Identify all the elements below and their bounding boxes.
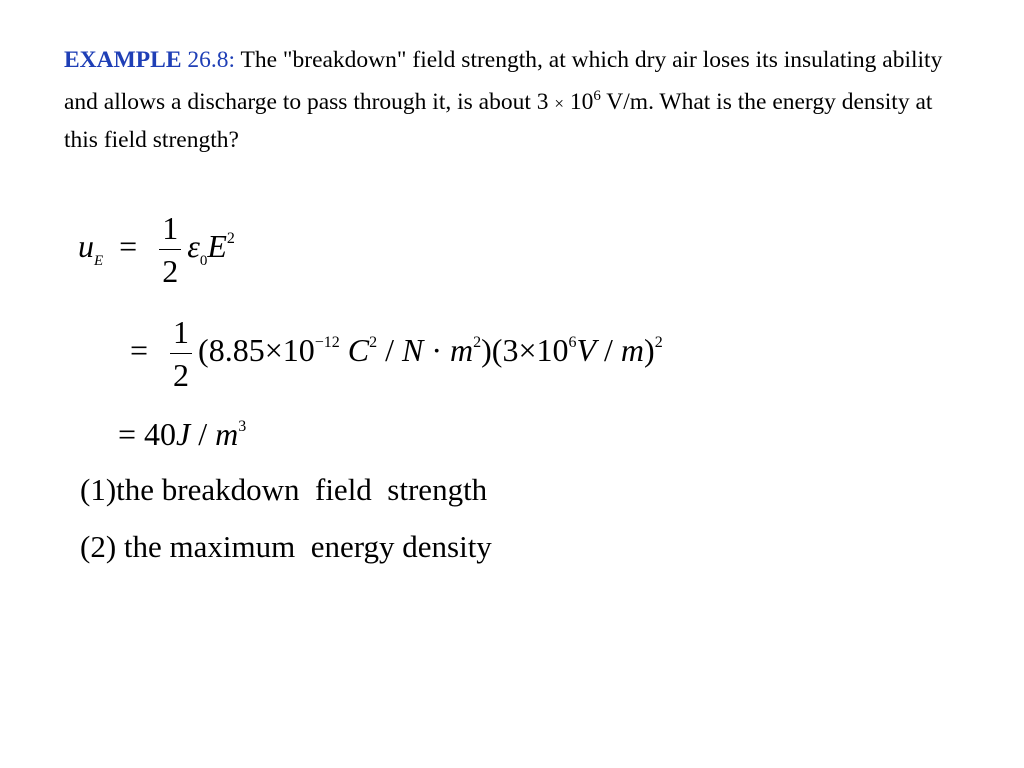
meter-unit: m [450,331,474,368]
cubed-exponent: 3 [238,418,247,435]
slash: / [198,416,208,452]
newton-unit: N [402,331,424,368]
equals-sign: = [118,416,137,452]
fraction-denominator: 2 [162,253,179,289]
times-sign: × [554,93,564,113]
epsilon-sub: 0 [199,252,208,269]
power-exponent: 6 [593,88,601,104]
power-base: 10 [569,88,594,115]
dot-operator: · [431,331,443,368]
power-exponent: 6 [568,333,577,351]
close-paren: ) [644,331,655,368]
joule-unit: J [176,416,191,452]
slash: / [385,331,395,368]
problem-text-part1: The "breakdown" field strength, at which dry air loses its insulating ability and allows a discharge to pass through it, is about 3 [64,47,943,115]
field-exponent: 2 [226,229,235,247]
epsilon-symbol: ε [187,227,200,264]
permittivity-value: (8.85 [198,331,265,368]
equation-line-1 [78,212,235,287]
fraction-bar [170,353,192,354]
meter-exponent: 2 [473,333,482,351]
problem-text-part2: V/m. What is the energy density at this field strength? [64,88,933,153]
one-half-fraction [170,316,192,391]
coulomb-exponent: 2 [369,333,378,351]
energy-density-sub: E [94,252,104,269]
paren-join: )(3 [481,331,519,368]
energy-density-var: u [78,227,94,264]
note-2: (2) the maximum energy density [80,529,492,564]
times-sign: × [264,331,283,368]
equation-line-2 [122,316,663,391]
problem-statement [64,42,964,158]
equals-sign: = [130,331,149,368]
fraction-numerator: 1 [162,210,179,246]
squared-exponent: 2 [654,333,663,351]
meter-unit: m [215,416,239,452]
volt-unit: V [576,331,597,368]
note-1: (1)the breakdown field strength [80,472,488,507]
equation-line-3 [110,416,246,453]
power-exponent: −12 [314,333,340,351]
fraction-bar [159,249,181,250]
fraction-numerator: 1 [173,314,190,350]
fraction-denominator: 2 [173,357,190,393]
result-value: 40 [144,416,177,452]
one-half-fraction [159,212,181,287]
meter-unit: m [620,331,645,368]
slash: / [604,331,613,368]
example-label: EXAMPLE [64,47,182,73]
power-base: 10 [536,331,569,368]
example-number: 26.8: [187,47,236,73]
coulomb-unit: C [347,331,370,368]
field-var: E [207,227,227,264]
equals-sign: = [119,227,138,264]
times-sign: × [518,331,537,368]
power-base: 10 [282,331,315,368]
